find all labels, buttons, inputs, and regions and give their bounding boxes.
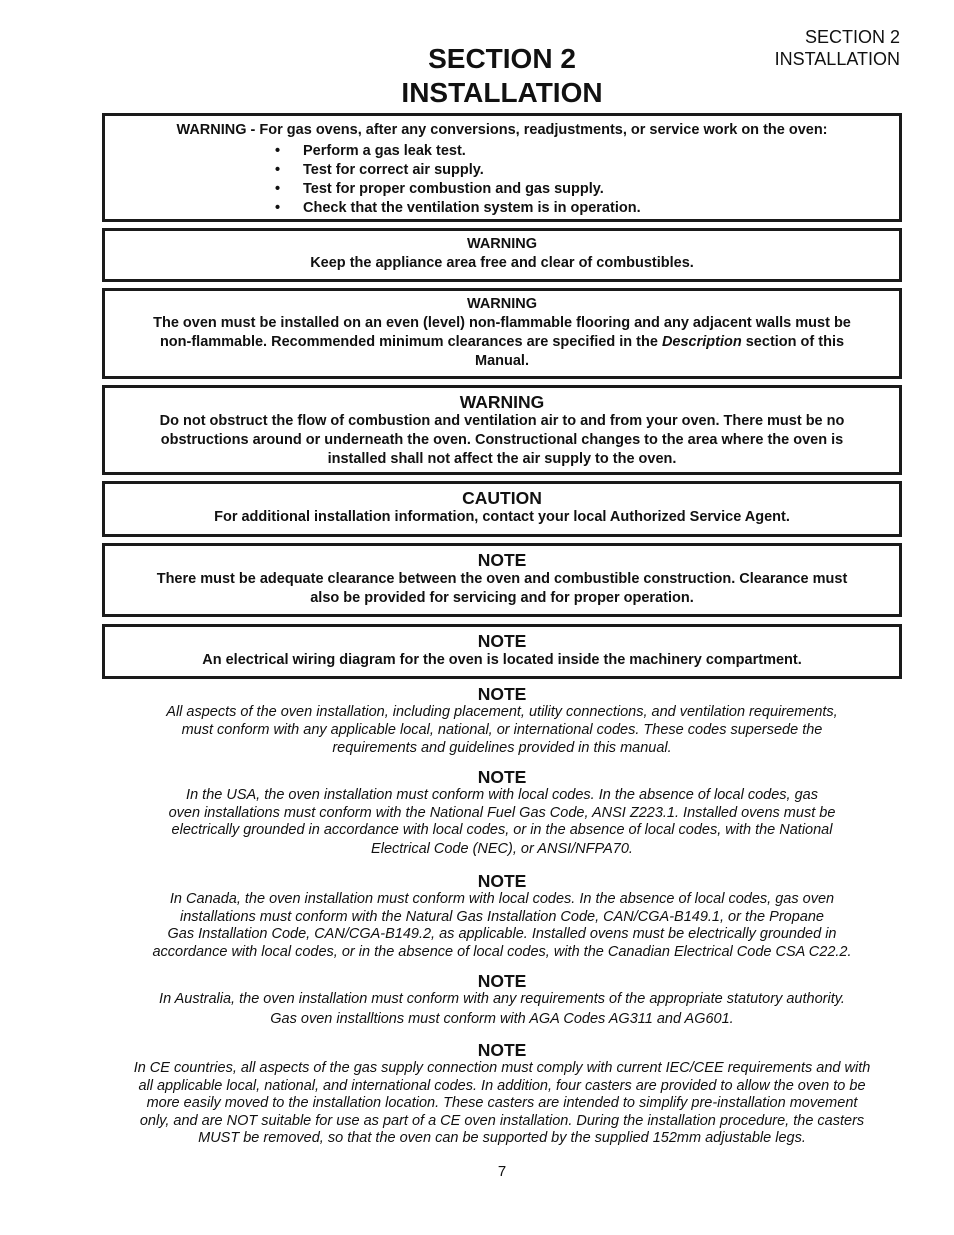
note-line: electrically grounded in accordance with local codes, or in the absence of local codes, with the National [171,822,833,838]
warning-text-line: Do not obstruct the flow of combustion and ventilation air to and from your oven. There must be no [159,413,845,429]
note-heading: NOTE [477,684,527,704]
note-line: In the USA, the oven installation must conform with local codes. In the absence of local codes, gas [186,787,818,803]
warning-box-gas-service [102,113,902,222]
note-text-line: also be provided for servicing and for proper operation. [310,590,694,606]
checklist-item: • Test for proper combustion and gas supply. [275,180,954,199]
note-codes-australia [102,971,902,1028]
note-line: oven installations must conform with the National Fuel Gas Code, ANSI Z223.1. Installed ovens must be [168,804,836,821]
warning-box-combustibles [102,228,902,282]
note-line: All aspects of the oven installation, including placement, utility connections, and ventilation requirements, [166,704,838,720]
warning-box-flooring [102,288,902,379]
running-header-title: INSTALLATION [774,49,900,69]
warning-heading: WARNING [466,236,538,252]
note-heading: NOTE [477,971,527,991]
running-header-section: SECTION 2 [804,27,900,47]
caution-box [102,481,902,537]
note-line: all applicable local, national, and international codes. In addition, four casters are provided to allow the oven to be [138,1077,866,1094]
note-body [102,891,902,961]
warning-box-airflow [102,385,902,475]
checklist-item: • Check that the ventilation system is in operation. [275,199,954,218]
warning-text: Keep the appliance area free and clear of combustibles. [310,255,694,271]
note-heading: NOTE [477,871,527,891]
caution-heading: CAUTION [462,488,542,508]
note-body [102,787,902,858]
warning-text-line [105,333,899,352]
note-line: Gas oven installtions must conform with AGA Codes AG311 and AG601. [270,1010,734,1027]
note-line: requirements and guidelines provided in this manual. [332,740,672,756]
note-line: only, and are NOT suitable for use as part of a CE oven installation. During the installation procedure, the casters [139,1112,865,1129]
note-heading: NOTE [477,631,527,651]
note-line: must conform with any applicable local, national, or international codes. These codes supersede the [181,721,823,738]
warning-heading: WARNING - For gas ovens, after any conversions, readjustments, or service work on the oven: [176,122,828,138]
note-body [102,704,902,758]
note-body [102,1060,902,1148]
page-title-installation: INSTALLATION [401,77,603,108]
note-codes-usa [102,767,902,858]
note-line: more easily moved to the installation location. These casters are intended to simplify pre-installation movement [146,1095,858,1111]
note-line: In CE countries, all aspects of the gas supply connection must comply with current IEC/CEE requirements and with [133,1060,871,1076]
text-segment: non-flammable. Recommended minimum clearances are specified in the [159,334,662,350]
page-title [0,42,954,110]
note-line: In Australia, the oven installation must conform with any requirements of the appropriate statutory authority. [159,991,845,1007]
note-line: accordance with local codes, or in the absence of local codes, with the Canadian Electrical Code CSA C22.2. [152,943,852,960]
note-codes-ce [102,1040,902,1148]
note-body [102,991,902,1028]
note-codes-general [102,684,902,758]
warning-text-line: installed shall not affect the air supply to the oven. [327,451,677,467]
description-reference: Description [661,334,742,350]
checklist-item: • Perform a gas leak test. [275,142,954,161]
text-segment: section of this [741,334,845,350]
warning-text-line: obstructions around or underneath the oven. Constructional changes to the area where the oven is [160,432,844,448]
warning-heading: WARNING [459,392,545,412]
warning-heading: WARNING [466,296,538,312]
note-line: installations must conform with the Natural Gas Installation Code, CAN/CGA-B149.1, or the Propane [180,908,824,925]
checklist [275,142,954,218]
note-box-wiring [102,624,902,679]
page-number: 7 [497,1163,507,1180]
page-title-section: SECTION 2 [428,43,576,74]
note-line: MUST be removed, so that the oven can be supported by the supplied 152mm adjustable legs. [198,1130,806,1146]
note-heading: NOTE [477,1040,527,1060]
note-text: An electrical wiring diagram for the oven is located inside the machinery compartment. [202,652,802,668]
note-text-line: There must be adequate clearance between the oven and combustible construction. Clearance must [156,571,848,587]
note-heading: NOTE [477,550,527,570]
note-line: In Canada, the oven installation must conform with local codes. In the absence of local codes, gas oven [169,891,835,907]
warning-text-line: The oven must be installed on an even (level) non-flammable flooring and any adjacent walls must be [153,315,851,331]
checklist-item: • Test for correct air supply. [275,161,954,180]
warning-text-line: Manual. [475,353,529,369]
note-codes-canada [102,871,902,961]
note-line: Electrical Code (NEC), or ANSI/NFPA70. [371,840,633,857]
note-box-clearance [102,543,902,617]
caution-text: For additional installation information, contact your local Authorized Service Agent. [214,509,790,525]
note-heading: NOTE [477,767,527,787]
note-line: Gas Installation Code, CAN/CGA-B149.2, as applicable. Installed ovens must be electrically grounded in [167,926,837,942]
